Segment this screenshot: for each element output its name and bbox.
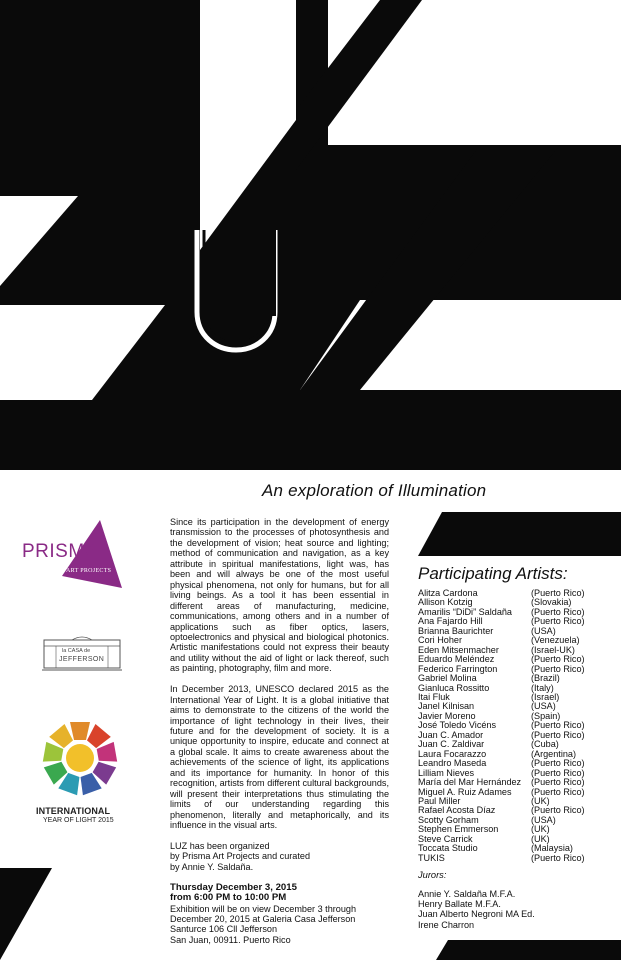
- event-time: from 6:00 PM to 10:00 PM: [170, 892, 287, 904]
- artist-name: Ana Fajardo Hill: [418, 617, 483, 627]
- artist-name: Cori Hoher: [418, 636, 462, 646]
- event-details: [170, 883, 389, 946]
- artist-country: (Venezuela): [531, 635, 580, 646]
- sun-rays-icon: [36, 718, 132, 802]
- artist-row: [418, 589, 618, 598]
- artist-country: (Malaysia): [531, 843, 573, 854]
- artist-name: Eduardo Meléndez: [418, 655, 495, 665]
- artist-country: (Cuba): [531, 739, 559, 750]
- artist-row: [418, 816, 618, 825]
- artist-name: Federico Farrington: [418, 664, 498, 674]
- decorative-stripe-right: [418, 512, 621, 556]
- artist-country: (Puerto Rico): [531, 663, 585, 674]
- artist-name: María del Mar Hernández: [418, 778, 522, 788]
- artist-name: Laura Focarazzo: [418, 749, 487, 759]
- juror-name: Annie Y. Saldaña M.F.A.: [418, 889, 516, 899]
- jurors-heading: Jurors:: [418, 870, 447, 880]
- artist-row: [418, 636, 618, 645]
- artist-name: Stephen Emmerson: [418, 825, 499, 835]
- artist-name: Gianluca Rossitto: [418, 683, 490, 693]
- artist-row: [418, 617, 618, 626]
- artist-row: [418, 835, 618, 844]
- international-year-of-light-logo: [36, 718, 132, 828]
- artist-row: [418, 598, 618, 607]
- decorative-stripe-bottom-right: [436, 940, 621, 960]
- artist-country: (Puerto Rico): [531, 729, 585, 740]
- artist-country: (UK): [531, 824, 550, 835]
- artist-name: Juan C. Amador: [418, 730, 484, 740]
- artist-country: (Puerto Rico): [531, 758, 585, 769]
- artist-country: (Puerto Rico): [531, 654, 585, 665]
- juror-name: Irene Charron: [418, 919, 475, 930]
- artist-row: [418, 627, 618, 636]
- artist-row: [418, 721, 618, 730]
- event-address-line: Santurce 106 Cll Jefferson: [170, 924, 277, 935]
- artist-name: Steve Carrick: [418, 834, 473, 844]
- artists-list: [418, 589, 618, 863]
- artist-country: (Brazil): [531, 673, 560, 684]
- artist-row: [418, 778, 618, 787]
- description-column: [170, 517, 389, 945]
- artists-heading: Participating Artists:: [418, 564, 568, 583]
- artist-row: [418, 759, 618, 768]
- event-detail-line: December 20, 2015 at Galeria Casa Jefferson: [170, 914, 356, 925]
- event-detail-line: Exhibition will be on view December 3 through: [170, 903, 357, 914]
- juror-name: Henry Ballate M.F.A.: [418, 899, 501, 910]
- artist-name: Paul Miller: [418, 796, 461, 806]
- artist-country: (Puerto Rico): [531, 606, 585, 617]
- casa-top-text: la CASA de: [62, 648, 91, 654]
- artist-row: [418, 797, 618, 806]
- building-icon: [42, 634, 122, 674]
- intro-paragraph: Since its participation in the development of energy transmission to the processes of photosynthesis and the development of vision; heat source and lighting; method of communication and navigation, as a key attribute in spiritual manifestations, light was, has been and will always be one of the most useful physical phenomena, not only for humans, but for all living beings. As a tool it has been essential in different areas of manufacturing, medicine, communications, among others and in a number of applications such as fiber optics, lasers, optoelectronics and physical and biological photonics. Artistic manifestations could not express their beauty and utility without the aid of light or lack thereof, such as painting, photography, film and more.: [170, 517, 389, 674]
- artist-name: Lilliam Nieves: [418, 768, 475, 778]
- artist-row: [418, 646, 618, 655]
- artist-row: [418, 806, 618, 815]
- organizer-line: by Annie Y. Saldaña.: [170, 861, 254, 872]
- artist-country: (Puerto Rico): [531, 588, 585, 598]
- artist-name: Eden Mitsenmacher: [418, 645, 499, 655]
- artist-name: Javier Moreno: [418, 711, 476, 721]
- artist-country: (USA): [531, 814, 556, 825]
- artist-name: Gabriel Molina: [418, 674, 477, 684]
- artist-row: [418, 854, 618, 863]
- artist-name: TUKIS: [418, 853, 445, 863]
- artist-row: [418, 750, 618, 759]
- artist-row: [418, 731, 618, 740]
- artist-name: Allison Kotzig: [418, 598, 473, 608]
- artist-country: (Puerto Rico): [531, 786, 585, 797]
- artist-country: (Puerto Rico): [531, 852, 585, 863]
- artist-country: (UK): [531, 833, 550, 844]
- artist-country: (Slovakia): [531, 597, 572, 608]
- organizer-line: by Prisma Art Projects and curated: [170, 851, 311, 862]
- casa-jefferson-logo: [42, 634, 122, 674]
- artist-row: [418, 684, 618, 693]
- artist-row: [418, 608, 618, 617]
- artist-name: Brianna Baurichter: [418, 626, 494, 636]
- poster-tagline: An exploration of Illumination: [262, 481, 487, 500]
- artist-row: [418, 655, 618, 664]
- artist-name: Alitza Cardona: [418, 589, 478, 598]
- casa-bottom-text: JEFFERSON: [59, 656, 105, 663]
- artist-country: (USA): [531, 701, 556, 712]
- iyl-line2: YEAR OF LIGHT 2015: [43, 817, 114, 824]
- artist-country: (Israel): [531, 691, 560, 702]
- artist-country: (Argentina): [531, 748, 576, 759]
- artist-name: Rafael Acosta Díaz: [418, 806, 496, 816]
- organizer-line: LUZ has been organized: [170, 840, 270, 851]
- decorative-stripe-left-bottom: [0, 868, 52, 960]
- artist-country: (Israel-UK): [531, 644, 575, 655]
- prisma-word: PRISMA: [22, 541, 98, 562]
- jurors-list: [418, 889, 535, 930]
- juror-name: Juan Alberto Negroni MA Ed.: [418, 909, 535, 920]
- artist-name: Toccata Studio: [418, 844, 478, 854]
- artist-country: (Puerto Rico): [531, 767, 585, 778]
- artist-country: (Puerto Rico): [531, 616, 585, 627]
- artist-country: (Puerto Rico): [531, 720, 585, 731]
- artist-country: (USA): [531, 625, 556, 636]
- artist-name: Itai Fluk: [418, 692, 450, 702]
- artist-row: [418, 693, 618, 702]
- artist-country: (Puerto Rico): [531, 805, 585, 816]
- artist-row: [418, 702, 618, 711]
- artist-row: [418, 740, 618, 749]
- artist-row: [418, 769, 618, 778]
- artist-country: (Puerto Rico): [531, 777, 585, 788]
- artist-name: Scotty Gorham: [418, 815, 479, 825]
- artist-row: [418, 674, 618, 683]
- artist-row: [418, 712, 618, 721]
- artist-name: Miguel A. Ruiz Adames: [418, 787, 512, 797]
- artist-name: Juan C. Zaldivar: [418, 740, 485, 750]
- event-date: Thursday December 3, 2015: [170, 881, 297, 893]
- artist-name: José Toledo Vicéns: [418, 721, 497, 731]
- unesco-paragraph: In December 2013, UNESCO declared 2015 as the International Year of Light. It is a global initiative that aims to demonstrate to the citizens of the world the importance of light technology in their lives, their future and for the development of society. It is a unique opportunity to inspire, educate and connect at a global scale. It aims to create awareness about the achievements of the science of light, its applications and its importance for humanity. In honor of this recognition, artists from different cultural backgrounds, will present their interpretations thus stimulating the limits of our understanding regarding this phenomenon, literally and metaphorically, and its influence in the visual arts.: [170, 684, 389, 831]
- artist-name: Amarilis “DiDi” Saldaña: [418, 607, 512, 617]
- artist-name: Janel Kilnisan: [418, 702, 475, 712]
- luz-title-graphic: [0, 0, 621, 470]
- artist-country: (Spain): [531, 710, 561, 721]
- artist-row: [418, 825, 618, 834]
- artist-country: (Italy): [531, 682, 554, 693]
- artist-row: [418, 788, 618, 797]
- organizer-note: [170, 841, 389, 872]
- prisma-art-projects-logo: [22, 520, 122, 588]
- artist-row: [418, 665, 618, 674]
- artist-row: [418, 844, 618, 853]
- artist-name: Leandro Maseda: [418, 759, 487, 769]
- artist-country: (UK): [531, 795, 550, 806]
- iyl-line1: INTERNATIONAL: [36, 806, 111, 816]
- event-address-line: San Juan, 00911. Puerto Rico: [170, 934, 291, 945]
- prisma-subtitle: ART PROJECTS: [66, 568, 112, 574]
